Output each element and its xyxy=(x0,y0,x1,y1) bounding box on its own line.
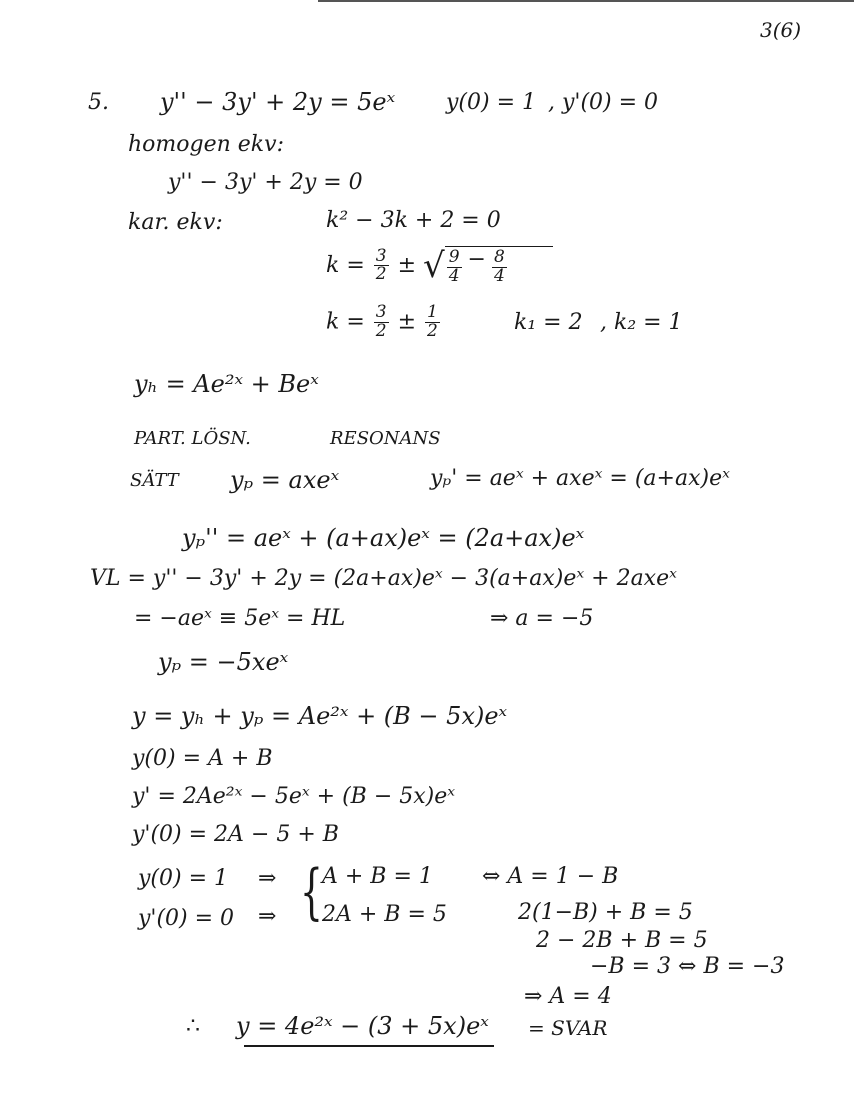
fraction-nine-fourths: $\frac{9}{4}$ xyxy=(448,247,460,286)
square-root: √ $\frac{9}{4}$ − $\frac{8}{4}$ xyxy=(423,246,553,286)
particular-second-derivative: yₚ'' = aeˣ + (a+ax)eˣ = (2a+ax)eˣ xyxy=(182,524,585,552)
root-formula xyxy=(326,246,553,286)
fraction-eight-fourths: $\frac{8}{4}$ xyxy=(493,247,505,286)
left-side-expansion: VL = y'' − 3y' + 2y = (2a+ax)eˣ − 3(a+ax)eˣ + 2axeˣ xyxy=(90,566,677,591)
solve-step-3: 2 − 2B + B = 5 xyxy=(536,928,708,953)
ansatz-label: SÄTT xyxy=(130,470,179,491)
coefficient-comparison: = −aeˣ ≡ 5eˣ = HL xyxy=(134,606,346,631)
condition-2: y'(0) = 0 xyxy=(138,906,235,931)
solve-step-5: ⇒ A = 4 xyxy=(524,984,612,1009)
solve-step-1: ⇔ A = 1 − B xyxy=(482,864,619,889)
particular-first-derivative: yₚ' = aeˣ + axeˣ = (a+ax)eˣ xyxy=(430,466,730,491)
general-solution: y = yₕ + yₚ = Ae²ˣ + (B − 5x)eˣ xyxy=(132,702,508,730)
problem-number: 5. xyxy=(88,90,109,115)
implies-arrow-2: ⇒ xyxy=(258,904,277,929)
homogeneous-solution: yₕ = Ae²ˣ + Beˣ xyxy=(134,370,319,398)
answer-label: = SVAR xyxy=(528,1016,608,1040)
characteristic-label: kar. ekv: xyxy=(128,210,223,235)
condition-1: y(0) = 1 xyxy=(138,866,229,891)
fraction-three-halves-2: $\frac{3}{2}$ xyxy=(375,302,387,341)
coefficient-result: ⇒ a = −5 xyxy=(490,606,594,631)
fraction-one-half: $\frac{1}{2}$ xyxy=(427,302,438,341)
system-equation-1: A + B = 1 xyxy=(322,864,433,889)
scan-edge-line xyxy=(318,0,854,2)
solve-step-2: 2(1−B) + B = 5 xyxy=(518,900,693,925)
homogeneous-label: homogen ekv: xyxy=(128,132,284,157)
characteristic-equation: k² − 3k + 2 = 0 xyxy=(326,208,501,233)
answer-underline xyxy=(244,1045,494,1047)
particular-solution: yₚ = −5xeˣ xyxy=(158,648,289,676)
fraction-three-halves: $\frac{3}{2}$ xyxy=(375,245,387,285)
general-at-zero: y(0) = A + B xyxy=(132,746,273,771)
final-solution: y = 4e²ˣ − (3 + 5x)eˣ xyxy=(236,1012,489,1040)
general-derivative-at-zero: y'(0) = 2A − 5 + B xyxy=(132,822,339,847)
problem-equation: y'' − 3y' + 2y = 5eˣ xyxy=(160,88,396,116)
general-derivative: y' = 2Ae²ˣ − 5eˣ + (B − 5x)eˣ xyxy=(132,784,456,809)
particular-ansatz: yₚ = axeˣ xyxy=(230,466,340,494)
page-number: 3(6) xyxy=(760,18,802,42)
root-prefix: k = xyxy=(326,252,365,278)
roots-simplified: k = $\frac{3}{2}$ ± $\frac{1}{2}$ xyxy=(326,302,438,341)
implies-arrow-1: ⇒ xyxy=(258,866,277,891)
resonance-label: RESONANS xyxy=(330,428,441,449)
initial-condition-2: , y'(0) = 0 xyxy=(548,90,659,115)
therefore-symbol: ∴ xyxy=(186,1014,200,1039)
plus-minus: ± xyxy=(397,252,417,278)
solve-step-4: −B = 3 ⇔ B = −3 xyxy=(590,954,785,979)
initial-condition-1: y(0) = 1 xyxy=(446,90,537,115)
homogeneous-equation: y'' − 3y' + 2y = 0 xyxy=(168,170,363,195)
root-k1: k₁ = 2 xyxy=(514,310,583,335)
system-brace: { xyxy=(300,857,323,927)
root-k2: , k₂ = 1 xyxy=(600,310,683,335)
particular-label: PART. LÖSN. xyxy=(134,428,251,449)
system-equation-2: 2A + B = 5 xyxy=(322,902,447,927)
